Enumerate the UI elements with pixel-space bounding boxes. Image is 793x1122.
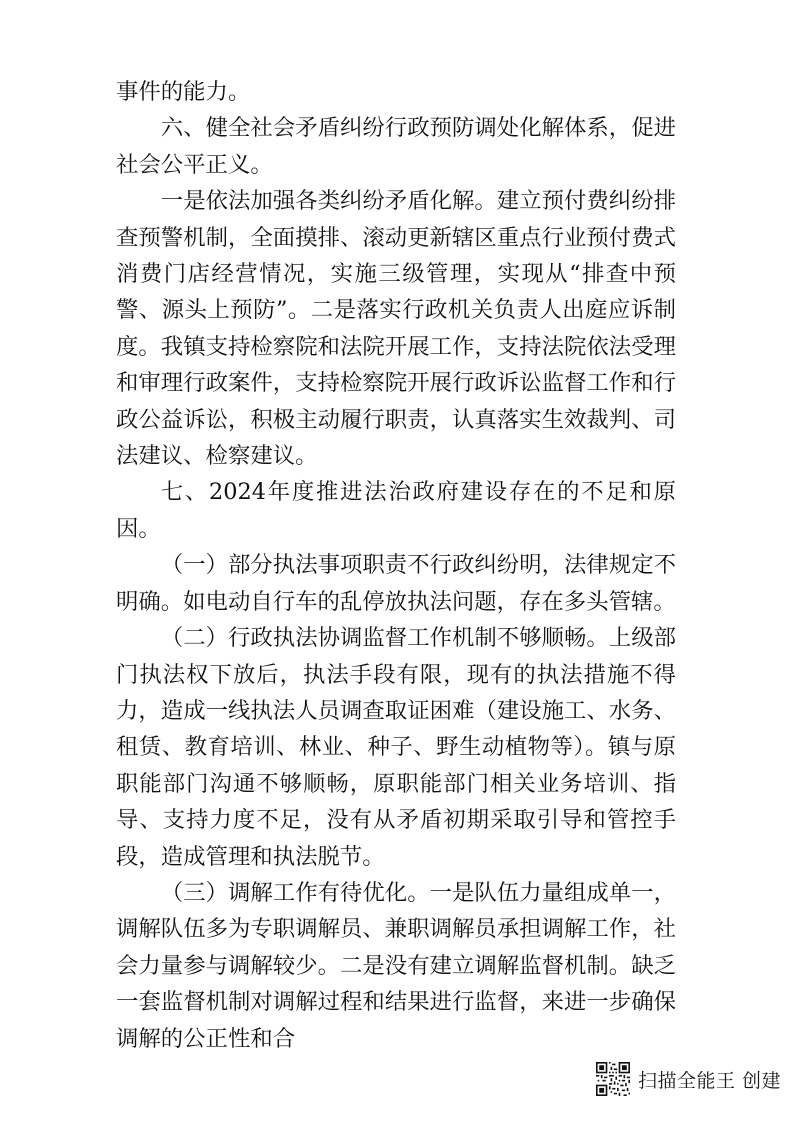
paragraph-6: （二）行政执法协调监督工作机制不够顺畅。上级部门执法权下放后，执法手段有限，现有的执法措施不得力，造成一线执法人员调查取证困难（建设施工、水务、租赁、教育培训、林业、种子、野生动植物等）。镇与原职能部门沟通不够顺畅，原职能部门相关业务培训、指导、支持力度不足，没有从矛盾初期采取引导和管控手段，造成管理和执法脱节。 [116,625,676,870]
document-body [116,74,676,1057]
qr-code-icon [596,1062,630,1096]
paragraph-1: 事件的能力。 [116,79,251,105]
paragraph-4: 七、2024年度推进法治政府建设存在的不足和原因。 [116,479,676,542]
scanner-watermark [596,1062,781,1096]
paragraph-5: （一）部分执法事项职责不行政纠纷明，法律规定不明确。如电动自行车的乱停放执法问题，存在多头管辖。 [116,552,676,615]
paragraph-2: 六、健全社会矛盾纠纷行政预防调处化解体系，促进社会公平正义。 [116,115,676,178]
paragraph-7: （三）调解工作有待优化。一是队伍力量组成单一，调解队伍多为专职调解员、兼职调解员承担调解工作，社会力量参与调解较少。二是没有建立调解监督机制。缺乏一套监督机制对调解过程和结果进行监督，来进一步确保调解的公正性和合 [116,879,676,1052]
scanner-watermark-text: 扫描全能王 创建 [638,1069,782,1092]
paragraph-3: 一是依法加强各类纠纷矛盾化解。建立预付费纠纷排查预警机制，全面摸排、滚动更新辖区重点行业预付费式消费门店经营情况，实施三级管理，实现从“排查中预警、源头上预防”。二是落实行政机关负责人出庭应诉制度。我镇支持检察院和法院开展工作，支持法院依法受理和审理行政案件，支持检察院开展行政诉讼监督工作和行政公益诉讼，积极主动履行职责，认真落实生效裁判、司法建议、检察建议。 [116,188,676,470]
